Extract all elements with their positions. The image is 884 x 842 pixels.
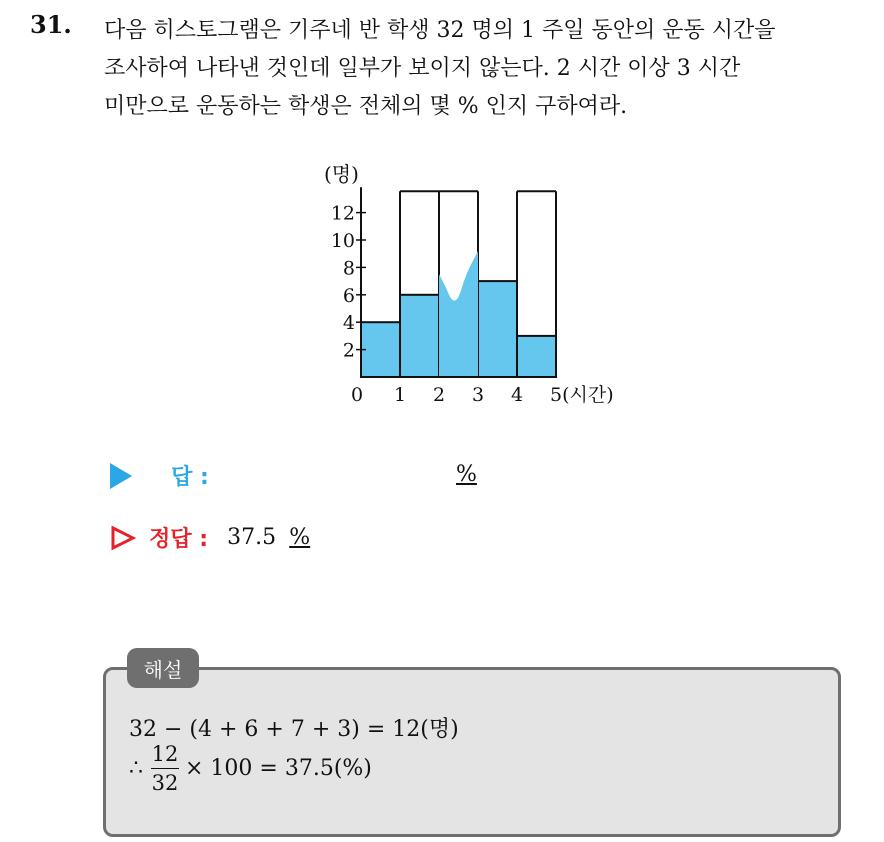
x-tick-label: 4 <box>511 384 524 406</box>
solution-line-2-rest: × 100 = 37.5(%) <box>185 756 372 781</box>
solution-line-1: 32 − (4 + 6 + 7 + 3) = 12(명) <box>129 717 459 742</box>
fraction-numerator: 12 <box>151 742 179 766</box>
histogram-bar <box>478 281 517 377</box>
correct-answer-label: 정답 : <box>149 527 209 552</box>
solution-tag: 해설 <box>127 648 199 688</box>
question-line: 미만으로 운동하는 학생은 전체의 몇 % 인지 구하여라. <box>104 94 628 119</box>
y-axis-label: (명) <box>324 162 359 187</box>
hidden-bar-torn <box>439 251 478 377</box>
correct-answer-unit: % <box>289 525 311 550</box>
answer-unit: % <box>456 462 477 487</box>
fraction <box>151 742 179 795</box>
x-tick-label: 2 <box>433 384 446 406</box>
solution-line-2 <box>129 742 372 795</box>
correct-answer-value: 37.5 <box>227 525 277 550</box>
answer-label: 답 : <box>171 465 209 490</box>
y-tick-label: 8 <box>342 257 355 280</box>
histogram-bar <box>400 295 439 377</box>
x-tick-label: 5(시간) <box>550 384 614 406</box>
histogram-bar <box>517 336 556 377</box>
therefore-symbol: ∴ <box>129 756 143 781</box>
correct-answer-row <box>110 522 310 553</box>
question-text <box>104 12 864 126</box>
fraction-denominator: 32 <box>151 771 179 795</box>
histogram-chart <box>310 150 660 420</box>
y-tick-label: 4 <box>342 312 355 335</box>
histogram-bar <box>361 322 400 377</box>
play-triangle-icon <box>110 463 132 489</box>
y-tick-label: 10 <box>330 230 355 252</box>
question-number: 31. <box>30 10 72 39</box>
y-tick-label: 12 <box>330 202 355 225</box>
answer-row <box>110 460 209 491</box>
question-line: 다음 히스토그램은 기주네 반 학생 32 명의 1 주일 동안의 운동 시간을 <box>104 18 776 43</box>
y-tick-label: 6 <box>342 284 355 307</box>
x-tick-label: 3 <box>472 384 485 406</box>
outline-triangle-icon <box>110 525 136 551</box>
x-tick-label: 1 <box>394 384 407 406</box>
question-line: 조사하여 나타낸 것인데 일부가 보이지 않는다. 2 시간 이상 3 시간 <box>104 56 741 81</box>
x-tick-label: 0 <box>351 384 364 406</box>
y-tick-label: 2 <box>342 339 355 362</box>
fraction-bar <box>151 768 179 769</box>
